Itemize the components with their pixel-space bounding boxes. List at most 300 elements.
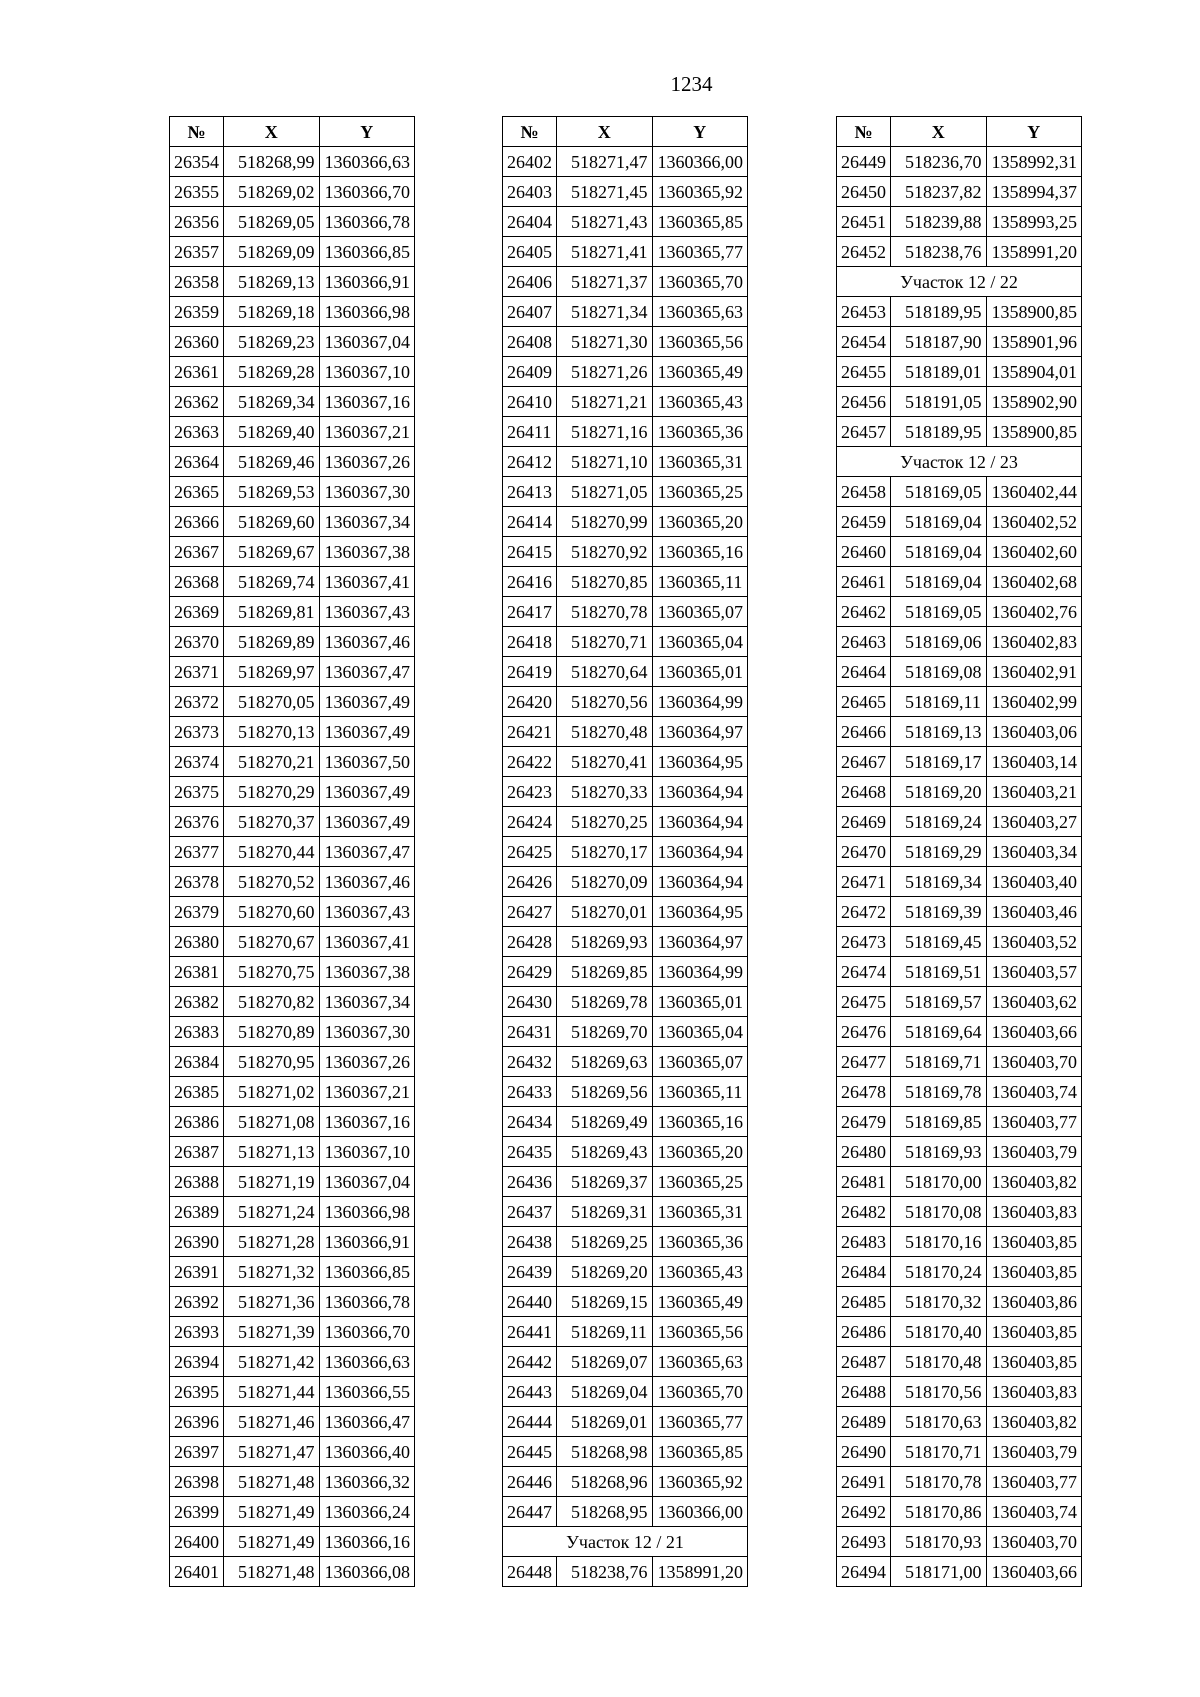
x-coordinate: 518271,02 [224,1077,320,1107]
x-coordinate: 518169,04 [891,567,987,597]
point-number: 26417 [503,597,557,627]
point-number: 26376 [170,807,224,837]
table-row [503,807,748,837]
point-number: 26493 [837,1527,891,1557]
x-coordinate: 518269,74 [224,567,320,597]
table-row [170,927,415,957]
table-row [503,1137,748,1167]
table-row [170,897,415,927]
x-coordinate: 518271,44 [224,1377,320,1407]
point-number: 26485 [837,1287,891,1317]
y-coordinate: 1358904,01 [986,357,1082,387]
table-row [170,477,415,507]
table-row [503,927,748,957]
table-row [837,177,1082,207]
table-row [503,567,748,597]
header-y: Y [319,117,415,147]
point-number: 26370 [170,627,224,657]
x-coordinate: 518271,19 [224,1167,320,1197]
table-row [170,177,415,207]
y-coordinate: 1360365,85 [652,207,748,237]
table-row [837,657,1082,687]
point-number: 26471 [837,867,891,897]
table-row [503,147,748,177]
table-row [503,387,748,417]
y-coordinate: 1360367,16 [319,1107,415,1137]
table-row [170,1377,415,1407]
point-number: 26379 [170,897,224,927]
point-number: 26360 [170,327,224,357]
point-number: 26398 [170,1467,224,1497]
table-row [837,567,1082,597]
section-row [837,267,1082,297]
table-row [837,207,1082,237]
point-number: 26455 [837,357,891,387]
y-coordinate: 1360366,32 [319,1467,415,1497]
header-row [170,117,415,147]
x-coordinate: 518270,25 [557,807,653,837]
x-coordinate: 518169,04 [891,507,987,537]
y-coordinate: 1360403,70 [986,1047,1082,1077]
point-number: 26422 [503,747,557,777]
y-coordinate: 1360367,30 [319,1017,415,1047]
point-number: 26397 [170,1437,224,1467]
point-number: 26392 [170,1287,224,1317]
y-coordinate: 1360367,30 [319,477,415,507]
y-coordinate: 1360367,04 [319,1167,415,1197]
point-number: 26426 [503,867,557,897]
table-row [170,627,415,657]
x-coordinate: 518271,16 [557,417,653,447]
table-row [837,807,1082,837]
x-coordinate: 518270,37 [224,807,320,837]
point-number: 26457 [837,417,891,447]
table-row [503,1407,748,1437]
x-coordinate: 518239,88 [891,207,987,237]
x-coordinate: 518269,31 [557,1197,653,1227]
x-coordinate: 518268,98 [557,1437,653,1467]
y-coordinate: 1360365,01 [652,657,748,687]
y-coordinate: 1360367,26 [319,447,415,477]
table-row [503,177,748,207]
point-number: 26458 [837,477,891,507]
x-coordinate: 518269,85 [557,957,653,987]
table-row [503,597,748,627]
table-row [170,1437,415,1467]
y-coordinate: 1360403,27 [986,807,1082,837]
table-row [170,1077,415,1107]
x-coordinate: 518269,23 [224,327,320,357]
x-coordinate: 518169,05 [891,477,987,507]
x-coordinate: 518270,60 [224,897,320,927]
table-row [503,1017,748,1047]
x-coordinate: 518269,09 [224,237,320,267]
x-coordinate: 518269,89 [224,627,320,657]
y-coordinate: 1360364,99 [652,687,748,717]
y-coordinate: 1360365,07 [652,597,748,627]
x-coordinate: 518270,89 [224,1017,320,1047]
table-row [170,267,415,297]
point-number: 26480 [837,1137,891,1167]
point-number: 26448 [503,1557,557,1587]
point-number: 26364 [170,447,224,477]
table-row [503,237,748,267]
table-row [503,1557,748,1587]
y-coordinate: 1360365,25 [652,477,748,507]
y-coordinate: 1360365,43 [652,387,748,417]
x-coordinate: 518269,93 [557,927,653,957]
x-coordinate: 518269,05 [224,207,320,237]
coordinate-table-2 [502,116,748,1587]
table-row [503,1107,748,1137]
point-number: 26463 [837,627,891,657]
point-number: 26408 [503,327,557,357]
y-coordinate: 1360365,31 [652,447,748,477]
point-number: 26464 [837,657,891,687]
table-row [170,147,415,177]
y-coordinate: 1360403,79 [986,1137,1082,1167]
point-number: 26477 [837,1047,891,1077]
table-row [170,1497,415,1527]
y-coordinate: 1360403,14 [986,747,1082,777]
point-number: 26452 [837,237,891,267]
y-coordinate: 1360366,85 [319,237,415,267]
table-row [837,1287,1082,1317]
x-coordinate: 518271,05 [557,477,653,507]
x-coordinate: 518271,49 [224,1497,320,1527]
point-number: 26365 [170,477,224,507]
table-row [837,1137,1082,1167]
table-row [837,147,1082,177]
table-row [837,1197,1082,1227]
y-coordinate: 1360365,63 [652,1347,748,1377]
point-number: 26387 [170,1137,224,1167]
x-coordinate: 518269,60 [224,507,320,537]
y-coordinate: 1360365,20 [652,507,748,537]
y-coordinate: 1360403,74 [986,1077,1082,1107]
point-number: 26491 [837,1467,891,1497]
x-coordinate: 518270,17 [557,837,653,867]
table-row [503,1467,748,1497]
table-row [837,837,1082,867]
table-row [837,1227,1082,1257]
header-x: X [891,117,987,147]
table-row [170,387,415,417]
y-coordinate: 1360367,04 [319,327,415,357]
point-number: 26486 [837,1317,891,1347]
point-number: 26412 [503,447,557,477]
x-coordinate: 518270,71 [557,627,653,657]
x-coordinate: 518238,76 [891,237,987,267]
x-coordinate: 518269,37 [557,1167,653,1197]
table-row [837,717,1082,747]
y-coordinate: 1360367,49 [319,807,415,837]
y-coordinate: 1360366,55 [319,1377,415,1407]
x-coordinate: 518270,82 [224,987,320,1017]
point-number: 26363 [170,417,224,447]
x-coordinate: 518271,47 [557,147,653,177]
point-number: 26482 [837,1197,891,1227]
x-coordinate: 518271,43 [557,207,653,237]
table-row [170,687,415,717]
y-coordinate: 1360364,97 [652,717,748,747]
y-coordinate: 1360402,99 [986,687,1082,717]
table-row [837,477,1082,507]
x-coordinate: 518169,06 [891,627,987,657]
point-number: 26490 [837,1437,891,1467]
x-coordinate: 518170,08 [891,1197,987,1227]
y-coordinate: 1360365,20 [652,1137,748,1167]
x-coordinate: 518269,02 [224,177,320,207]
point-number: 26487 [837,1347,891,1377]
table-row [837,1317,1082,1347]
x-coordinate: 518269,46 [224,447,320,477]
y-coordinate: 1360367,46 [319,867,415,897]
table-row [837,957,1082,987]
y-coordinate: 1360366,24 [319,1497,415,1527]
x-coordinate: 518237,82 [891,177,987,207]
point-number: 26410 [503,387,557,417]
header-num: № [503,117,557,147]
point-number: 26467 [837,747,891,777]
table-row [503,897,748,927]
point-number: 26469 [837,807,891,837]
point-number: 26375 [170,777,224,807]
point-number: 26354 [170,147,224,177]
table-row [837,1377,1082,1407]
y-coordinate: 1360365,01 [652,987,748,1017]
page-number: 1234 [670,72,713,96]
point-number: 26373 [170,717,224,747]
x-coordinate: 518170,56 [891,1377,987,1407]
y-coordinate: 1358900,85 [986,417,1082,447]
x-coordinate: 518169,45 [891,927,987,957]
point-number: 26443 [503,1377,557,1407]
x-coordinate: 518169,34 [891,867,987,897]
x-coordinate: 518169,13 [891,717,987,747]
point-number: 26385 [170,1077,224,1107]
point-number: 26454 [837,327,891,357]
point-number: 26423 [503,777,557,807]
y-coordinate: 1360366,70 [319,177,415,207]
x-coordinate: 518271,37 [557,267,653,297]
x-coordinate: 518268,96 [557,1467,653,1497]
point-number: 26361 [170,357,224,387]
table-row [503,297,748,327]
table-row [503,867,748,897]
point-number: 26407 [503,297,557,327]
point-number: 26359 [170,297,224,327]
y-coordinate: 1360366,16 [319,1527,415,1557]
table-row [837,1167,1082,1197]
x-coordinate: 518189,95 [891,297,987,327]
table-row [503,627,748,657]
x-coordinate: 518169,93 [891,1137,987,1167]
table-row [837,1017,1082,1047]
y-coordinate: 1360365,56 [652,327,748,357]
x-coordinate: 518170,16 [891,1227,987,1257]
x-coordinate: 518169,24 [891,807,987,837]
point-number: 26406 [503,267,557,297]
point-number: 26450 [837,177,891,207]
section-label: Участок 12 / 21 [503,1527,748,1557]
x-coordinate: 518271,36 [224,1287,320,1317]
table-row [837,357,1082,387]
table-row [170,1347,415,1377]
x-coordinate: 518169,64 [891,1017,987,1047]
y-coordinate: 1360403,85 [986,1317,1082,1347]
y-coordinate: 1360403,77 [986,1467,1082,1497]
table-row [503,1257,748,1287]
table-row [503,447,748,477]
point-number: 26384 [170,1047,224,1077]
point-number: 26382 [170,987,224,1017]
point-number: 26388 [170,1167,224,1197]
table-row [503,537,748,567]
table-row [503,507,748,537]
point-number: 26446 [503,1467,557,1497]
y-coordinate: 1360403,85 [986,1227,1082,1257]
x-coordinate: 518191,05 [891,387,987,417]
table-row [170,1227,415,1257]
y-coordinate: 1360366,85 [319,1257,415,1287]
point-number: 26484 [837,1257,891,1287]
y-coordinate: 1360403,83 [986,1197,1082,1227]
x-coordinate: 518271,10 [557,447,653,477]
x-coordinate: 518270,41 [557,747,653,777]
y-coordinate: 1358993,25 [986,207,1082,237]
y-coordinate: 1360364,95 [652,747,748,777]
x-coordinate: 518270,33 [557,777,653,807]
y-coordinate: 1360366,91 [319,267,415,297]
coordinate-table-1 [169,116,415,1587]
x-coordinate: 518270,13 [224,717,320,747]
y-coordinate: 1360402,52 [986,507,1082,537]
x-coordinate: 518270,67 [224,927,320,957]
y-coordinate: 1360403,82 [986,1407,1082,1437]
table-row [170,357,415,387]
x-coordinate: 518269,40 [224,417,320,447]
point-number: 26415 [503,537,557,567]
y-coordinate: 1358994,37 [986,177,1082,207]
table-row [503,987,748,1017]
x-coordinate: 518170,32 [891,1287,987,1317]
x-coordinate: 518189,95 [891,417,987,447]
x-coordinate: 518271,47 [224,1437,320,1467]
x-coordinate: 518271,45 [557,177,653,207]
y-coordinate: 1360367,41 [319,567,415,597]
table-row [837,417,1082,447]
table-row [837,237,1082,267]
x-coordinate: 518271,13 [224,1137,320,1167]
x-coordinate: 518269,78 [557,987,653,1017]
y-coordinate: 1360403,85 [986,1257,1082,1287]
y-coordinate: 1360366,98 [319,297,415,327]
x-coordinate: 518271,42 [224,1347,320,1377]
x-coordinate: 518169,20 [891,777,987,807]
y-coordinate: 1360367,50 [319,747,415,777]
x-coordinate: 518271,28 [224,1227,320,1257]
table-row [170,987,415,1017]
point-number: 26396 [170,1407,224,1437]
table-row [170,1467,415,1497]
point-number: 26418 [503,627,557,657]
x-coordinate: 518271,08 [224,1107,320,1137]
point-number: 26430 [503,987,557,1017]
table-row [170,1197,415,1227]
point-number: 26383 [170,1017,224,1047]
y-coordinate: 1360402,60 [986,537,1082,567]
table-row [170,1047,415,1077]
point-number: 26420 [503,687,557,717]
point-number: 26389 [170,1197,224,1227]
point-number: 26393 [170,1317,224,1347]
header-x: X [557,117,653,147]
x-coordinate: 518271,30 [557,327,653,357]
x-coordinate: 518270,21 [224,747,320,777]
y-coordinate: 1358992,31 [986,147,1082,177]
table-row [170,447,415,477]
y-coordinate: 1360365,77 [652,237,748,267]
y-coordinate: 1360367,10 [319,1137,415,1167]
y-coordinate: 1360365,04 [652,1017,748,1047]
point-number: 26472 [837,897,891,927]
point-number: 26465 [837,687,891,717]
table-row [837,1467,1082,1497]
y-coordinate: 1360366,63 [319,1347,415,1377]
x-coordinate: 518270,99 [557,507,653,537]
table-row [170,867,415,897]
y-coordinate: 1360367,10 [319,357,415,387]
x-coordinate: 518270,09 [557,867,653,897]
y-coordinate: 1360403,66 [986,1557,1082,1587]
x-coordinate: 518271,39 [224,1317,320,1347]
table-row [503,717,748,747]
point-number: 26380 [170,927,224,957]
x-coordinate: 518271,48 [224,1467,320,1497]
y-coordinate: 1360403,79 [986,1437,1082,1467]
y-coordinate: 1360365,04 [652,627,748,657]
point-number: 26358 [170,267,224,297]
table-row [837,1557,1082,1587]
y-coordinate: 1360367,16 [319,387,415,417]
table-row [837,1077,1082,1107]
table-row [170,657,415,687]
point-number: 26405 [503,237,557,267]
y-coordinate: 1360365,92 [652,177,748,207]
x-coordinate: 518270,29 [224,777,320,807]
table-row [503,1317,748,1347]
x-coordinate: 518270,01 [557,897,653,927]
y-coordinate: 1360367,21 [319,1077,415,1107]
y-coordinate: 1360366,40 [319,1437,415,1467]
y-coordinate: 1360403,40 [986,867,1082,897]
table-row [837,627,1082,657]
x-coordinate: 518269,04 [557,1377,653,1407]
x-coordinate: 518169,17 [891,747,987,777]
x-coordinate: 518170,48 [891,1347,987,1377]
point-number: 26483 [837,1227,891,1257]
point-number: 26402 [503,147,557,177]
table-row [503,1047,748,1077]
y-coordinate: 1360365,77 [652,1407,748,1437]
table-row [503,1437,748,1467]
x-coordinate: 518271,32 [224,1257,320,1287]
section-row [837,447,1082,477]
y-coordinate: 1360365,16 [652,537,748,567]
x-coordinate: 518269,81 [224,597,320,627]
table-row [503,1167,748,1197]
